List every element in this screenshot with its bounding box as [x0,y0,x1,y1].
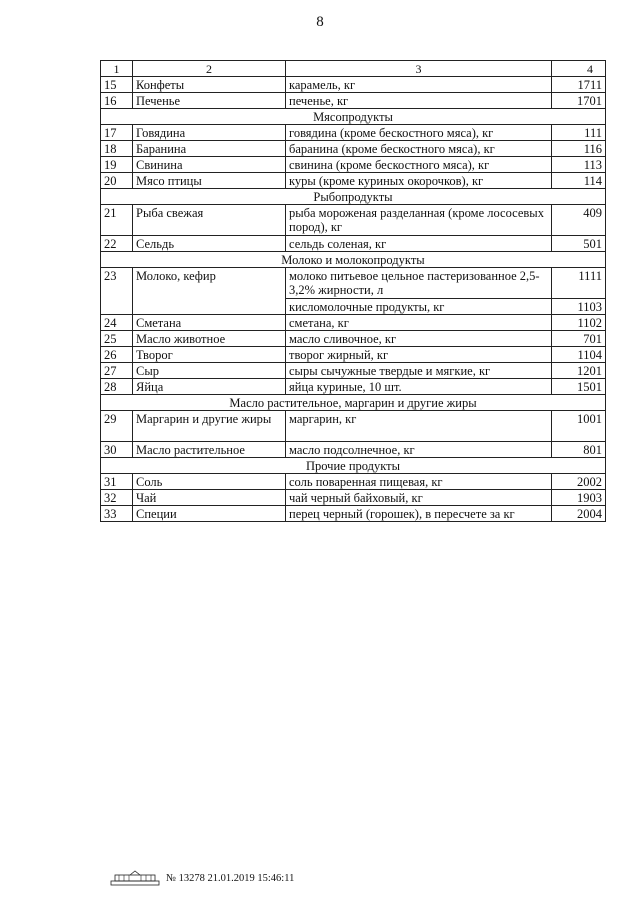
page-number: 8 [316,14,324,30]
document-stamp [110,870,294,886]
row-number: 19 [101,157,133,173]
section-title: Масло растительное, маргарин и другие жиры [101,395,606,411]
product-name: Конфеты [133,77,286,93]
product-code: 2004 [552,506,606,522]
row-number: 30 [101,442,133,458]
product-code: 701 [552,331,606,347]
row-number: 27 [101,363,133,379]
row-number: 18 [101,141,133,157]
product-description: творог жирный, кг [286,347,552,363]
table-row [101,315,606,331]
header-cell-1: 1 [101,61,133,77]
product-description: кисломолочные продукты, кг [286,299,552,315]
product-name: Специи [133,506,286,522]
product-description: сыры сычужные твердые и мягкие, кг [286,363,552,379]
product-name: Соль [133,474,286,490]
product-description: перец черный (горошек), в пересчете за кг [286,506,552,522]
table-row [101,93,606,109]
section-title: Прочие продукты [101,458,606,474]
row-number: 23 [101,268,133,315]
table-row [101,157,606,173]
table-row [101,379,606,395]
section-row [101,395,606,411]
product-name: Сельдь [133,236,286,252]
product-description: сметана, кг [286,315,552,331]
table-row [101,77,606,93]
product-code: 1201 [552,363,606,379]
table-row [101,141,606,157]
product-name: Молоко, кефир [133,268,286,315]
product-description: сельдь соленая, кг [286,236,552,252]
product-code: 409 [552,205,606,236]
product-name: Свинина [133,157,286,173]
product-name: Масло растительное [133,442,286,458]
product-code: 1001 [552,411,606,442]
table-row [101,490,606,506]
product-description: масло подсолнечное, кг [286,442,552,458]
product-description: рыба мороженая разделанная (кроме лососевых пород), кг [286,205,552,236]
product-name: Баранина [133,141,286,157]
product-name: Маргарин и другие жиры [133,411,286,442]
table-row [101,411,606,442]
section-title: Мясопродукты [101,109,606,125]
row-number: 20 [101,173,133,189]
table-row [101,347,606,363]
section-row [101,458,606,474]
product-description: маргарин, кг [286,411,552,442]
table-header-row [101,61,606,77]
product-code: 801 [552,442,606,458]
product-name: Печенье [133,93,286,109]
product-description: яйца куриные, 10 шт. [286,379,552,395]
product-name: Говядина [133,125,286,141]
product-code: 1711 [552,77,606,93]
row-number: 15 [101,77,133,93]
product-code: 501 [552,236,606,252]
table-row [101,331,606,347]
product-name: Сыр [133,363,286,379]
product-code: 1701 [552,93,606,109]
product-name: Сметана [133,315,286,331]
row-number: 17 [101,125,133,141]
product-name: Яйца [133,379,286,395]
header-cell-2: 2 [133,61,286,77]
row-number: 25 [101,331,133,347]
product-name: Мясо птицы [133,173,286,189]
table-row [101,205,606,236]
header-cell-4: 4 [552,61,606,77]
document-registration-stamp: № 13278 21.01.2019 15:46:11 [166,872,295,884]
product-code: 1104 [552,347,606,363]
row-number: 28 [101,379,133,395]
product-description: свинина (кроме бескостного мяса), кг [286,157,552,173]
row-number: 31 [101,474,133,490]
table-row [101,474,606,490]
product-code: 1501 [552,379,606,395]
row-number: 24 [101,315,133,331]
product-description: соль поваренная пищевая, кг [286,474,552,490]
goods-table [100,60,606,522]
product-code: 1103 [552,299,606,315]
row-number: 26 [101,347,133,363]
row-number: 21 [101,205,133,236]
product-code: 116 [552,141,606,157]
product-name: Чай [133,490,286,506]
product-description: масло сливочное, кг [286,331,552,347]
section-title: Рыбопродукты [101,189,606,205]
section-row [101,109,606,125]
section-title: Молоко и молокопродукты [101,252,606,268]
product-description: куры (кроме куриных окорочков), кг [286,173,552,189]
product-name: Рыба свежая [133,205,286,236]
table-row [101,173,606,189]
product-description: молоко питьевое цельное пастеризованное 2,5-3,2% жирности, л [286,268,552,299]
table-row [101,268,606,299]
table-row [101,125,606,141]
product-name: Творог [133,347,286,363]
product-code: 114 [552,173,606,189]
section-row [101,252,606,268]
product-code: 1111 [552,268,606,299]
header-cell-3: 3 [286,61,552,77]
product-description: чай черный байховый, кг [286,490,552,506]
product-name: Масло животное [133,331,286,347]
table-row [101,363,606,379]
product-code: 1903 [552,490,606,506]
product-description: печенье, кг [286,93,552,109]
product-code: 113 [552,157,606,173]
product-description: баранина (кроме бескостного мяса), кг [286,141,552,157]
row-number: 33 [101,506,133,522]
table-row [101,506,606,522]
product-code: 1102 [552,315,606,331]
product-description: говядина (кроме бескостного мяса), кг [286,125,552,141]
product-code: 111 [552,125,606,141]
row-number: 29 [101,411,133,442]
row-number: 32 [101,490,133,506]
row-number: 16 [101,93,133,109]
government-building-seal-icon [110,870,160,886]
product-description: карамель, кг [286,77,552,93]
section-row [101,189,606,205]
table-row [101,442,606,458]
product-code: 2002 [552,474,606,490]
row-number: 22 [101,236,133,252]
table-row [101,236,606,252]
